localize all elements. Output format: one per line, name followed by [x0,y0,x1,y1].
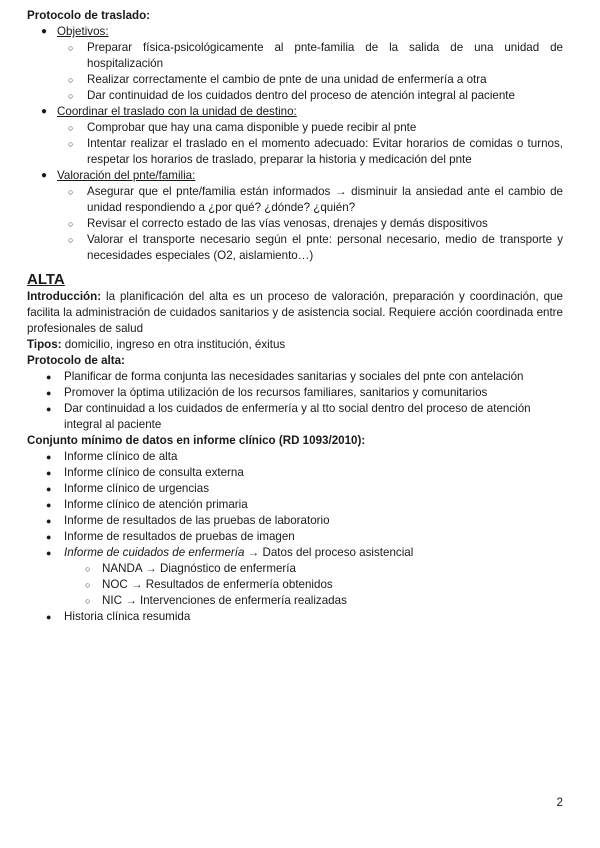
bullet-circle-icon: ○ [68,91,74,101]
group-heading: Coordinar el traslado con la unidad de destino: [57,105,297,118]
list-item: ● Informe clínico de alta [46,450,178,463]
list-item: ○ Comprobar que hay una cama disponible y puede recibir al pnte [68,121,417,134]
bullet-disc-icon: ● [46,484,52,494]
bullet-disc-icon: ● [41,106,48,117]
bullet-circle-icon: ○ [68,43,74,53]
group-heading: Valoración del pnte/familia: [57,169,196,182]
traslado-group-objetivos [27,24,563,104]
list-item-cuidados: ● Informe de cuidados de enfermería → Datos del proceso asistencial [46,546,414,559]
bullet-circle-icon: ○ [68,235,74,245]
bullet-disc-icon: ● [46,372,52,382]
list-item: ○ Dar continuidad de los cuidados dentro del proceso de atención integral al paciente [68,89,515,102]
bullet-disc-icon: ● [46,468,52,478]
tipos-text: domicilio, ingreso en otra institución, éxitus [61,338,286,351]
conjunto-minimo-list [27,449,563,561]
bullet-disc-icon: ● [46,612,52,622]
bullet-circle-icon: ○ [85,564,91,574]
list-item: ○ NOC → Resultados de enfermería obtenidos [85,578,333,591]
list-item: ● Informe de resultados de pruebas de imagen [46,530,295,543]
bullet-circle-icon: ○ [85,580,91,590]
traslado-list [27,24,563,264]
bullet-disc-icon: ● [46,500,52,510]
bullet-disc-icon: ● [46,516,52,526]
bullet-circle-icon: ○ [68,219,74,229]
list-item: ● Informe clínico de atención primaria [46,498,248,511]
list-item: ● Dar continuidad a los cuidados de enfermería y al tto social dentro del proceso de atención integral al paciente [46,402,531,431]
tipos-label: Tipos: [27,338,62,351]
list-item: ○ Realizar correctamente el cambio de pnte de una unidad de enfermería a otra [68,73,487,86]
alta-intro [27,289,563,337]
traslado-group-valoracion [27,168,563,264]
list-item: ● Planificar de forma conjunta las necesidades sanitarias y sociales del pnte con antelación [46,370,524,383]
list-item: ● Historia clínica resumida [46,610,191,623]
list-item: ○ Revisar el correcto estado de las vías venosas, drenajes y demás dispositivos [68,217,488,230]
conjunto-minimo-title: Conjunto mínimo de datos en informe clínico (RD 1093/2010): [27,434,366,447]
protocolo-alta-title: Protocolo de alta: [27,354,125,367]
bullet-circle-icon: ○ [68,75,74,85]
bullet-disc-icon: ● [41,26,48,37]
bullet-circle-icon: ○ [68,187,74,197]
alta-tipos [27,337,563,353]
intro-label: Introducción: [27,290,102,303]
bullet-circle-icon: ○ [85,596,91,606]
cuidados-sublist [27,561,563,609]
bullet-disc-icon: ● [46,548,52,558]
list-item: ● Informe clínico de urgencias [46,482,209,495]
list-item: ● Informe de resultados de las pruebas de laboratorio [46,514,330,527]
list-item: ● Informe clínico de consulta externa [46,466,244,479]
traslado-title: Protocolo de traslado: [27,9,151,22]
traslado-group-coordinar [27,104,563,168]
bullet-disc-icon: ● [46,532,52,542]
list-item: ○ Valorar el transporte necesario según el pnte: personal necesario, medio de transporte y necesidades especiales (O2, aislamiento…) [68,233,563,262]
protocolo-alta-list [27,369,563,433]
alta-title: ALTA [27,271,65,288]
bullet-disc-icon: ● [41,170,48,181]
list-item: ○ Intentar realizar el traslado en el momento adecuado: Evitar horarios de comidas o turnos, respetar los horarios de traslado, preparar la historia y medicación del pnte [68,137,563,166]
bullet-disc-icon: ● [46,388,52,398]
list-item: ● Promover la óptima utilización de los recursos familiares, sanitarios y comunitarios [46,386,488,399]
list-item: ○ NIC → Intervenciones de enfermería realizadas [85,594,347,607]
list-item: ○ NANDA → Diagnóstico de enfermería [85,562,296,575]
document-page [27,8,563,625]
list-item: ○ Preparar física-psicológicamente al pnte-familia de la salida de una unidad de hospitalización [68,41,563,70]
bullet-disc-icon: ● [46,452,52,462]
conjunto-minimo-list-end [27,609,563,625]
group-heading: Objetivos: [57,25,109,38]
bullet-circle-icon: ○ [68,139,74,149]
intro-text: la planificación del alta es un proceso de valoración, preparación y coordinación, que facilita la administración de cuidados sanitarios y de asistencia social. Requiere acción coordinada entre profesionales de salud [27,290,563,335]
bullet-disc-icon: ● [46,404,52,414]
bullet-circle-icon: ○ [68,123,74,133]
list-item: ○ Asegurar que el pnte/familia están informados → disminuir la ansiedad ante el cambio de unidad respondiendo a ¿por qué? ¿dónde? ¿quién? [68,185,563,214]
page-number: 2 [556,796,563,809]
